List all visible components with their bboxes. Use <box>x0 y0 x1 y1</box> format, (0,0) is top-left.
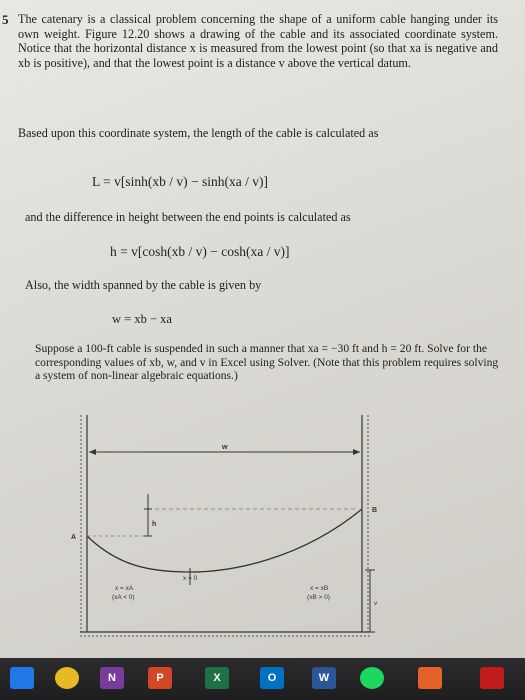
xb-equation-label: x = xB <box>310 585 329 592</box>
spotify-icon[interactable] <box>360 667 384 689</box>
problem-task-paragraph: Suppose a 100-ft cable is suspended in such a manner that xa = −30 ft and h = 20 ft. Solve for the corresponding values of xb, w, and v in Excel using Solver. (Note that this problem requires solving a system of non-linear algebraic equations.) <box>35 342 499 383</box>
excel-icon[interactable]: X <box>205 667 229 689</box>
width-dimension <box>89 444 360 455</box>
problem-intro-paragraph: The catenary is a classical problem concerning the shape of a uniform cable hanging under its own weight. Figure 12.20 shows a drawing of the cable and its associated coordinate system. Notice that the horizontal distance x is measured from the lowest point (so that xa is negative and xb is positive), and that the lowest point is a distance v above the vertical datum. <box>18 12 498 70</box>
v-dimension <box>365 570 378 632</box>
right-support <box>362 415 368 632</box>
xb-condition-label: (xB > 0) <box>307 594 330 601</box>
cable-curve <box>87 509 362 572</box>
width-intro-paragraph: Also, the width spanned by the cable is given by <box>25 278 262 292</box>
outlook-icon[interactable]: O <box>260 667 284 689</box>
v-label: v <box>374 600 378 607</box>
powerpoint-icon[interactable]: P <box>148 667 172 689</box>
length-equation: L = v[sinh(xb / v) − sinh(xa / v)] <box>92 174 268 189</box>
width-equation: w = xb − xa <box>112 312 172 326</box>
x-origin-label: x = 0 <box>183 575 198 582</box>
left-support <box>81 415 87 632</box>
height-equation: h = v[cosh(xb / v) − cosh(xa / v)] <box>110 244 290 259</box>
problem-number: 5 <box>2 12 9 27</box>
length-intro-paragraph: Based upon this coordinate system, the length of the cable is calculated as <box>18 126 379 140</box>
point-a-label: A <box>71 534 77 541</box>
height-label: h <box>152 521 157 528</box>
onenote-icon[interactable]: N <box>100 667 124 689</box>
width-label: w <box>222 444 228 451</box>
catenary-figure <box>0 400 525 658</box>
matlab-icon[interactable] <box>418 667 442 689</box>
height-intro-paragraph: and the difference in height between the end points is calculated as <box>25 210 351 224</box>
acrobat-icon[interactable] <box>480 667 504 689</box>
windows-taskbar <box>0 658 525 700</box>
word-icon[interactable]: W <box>312 667 336 689</box>
ground-datum <box>80 632 370 636</box>
dropbox-icon[interactable] <box>10 667 34 689</box>
xa-equation-label: x = xA <box>115 585 134 592</box>
chrome-icon[interactable] <box>55 667 79 689</box>
point-b-label: B <box>372 507 378 514</box>
height-dimension <box>144 494 156 536</box>
xa-condition-label: (xA < 0) <box>112 594 135 601</box>
